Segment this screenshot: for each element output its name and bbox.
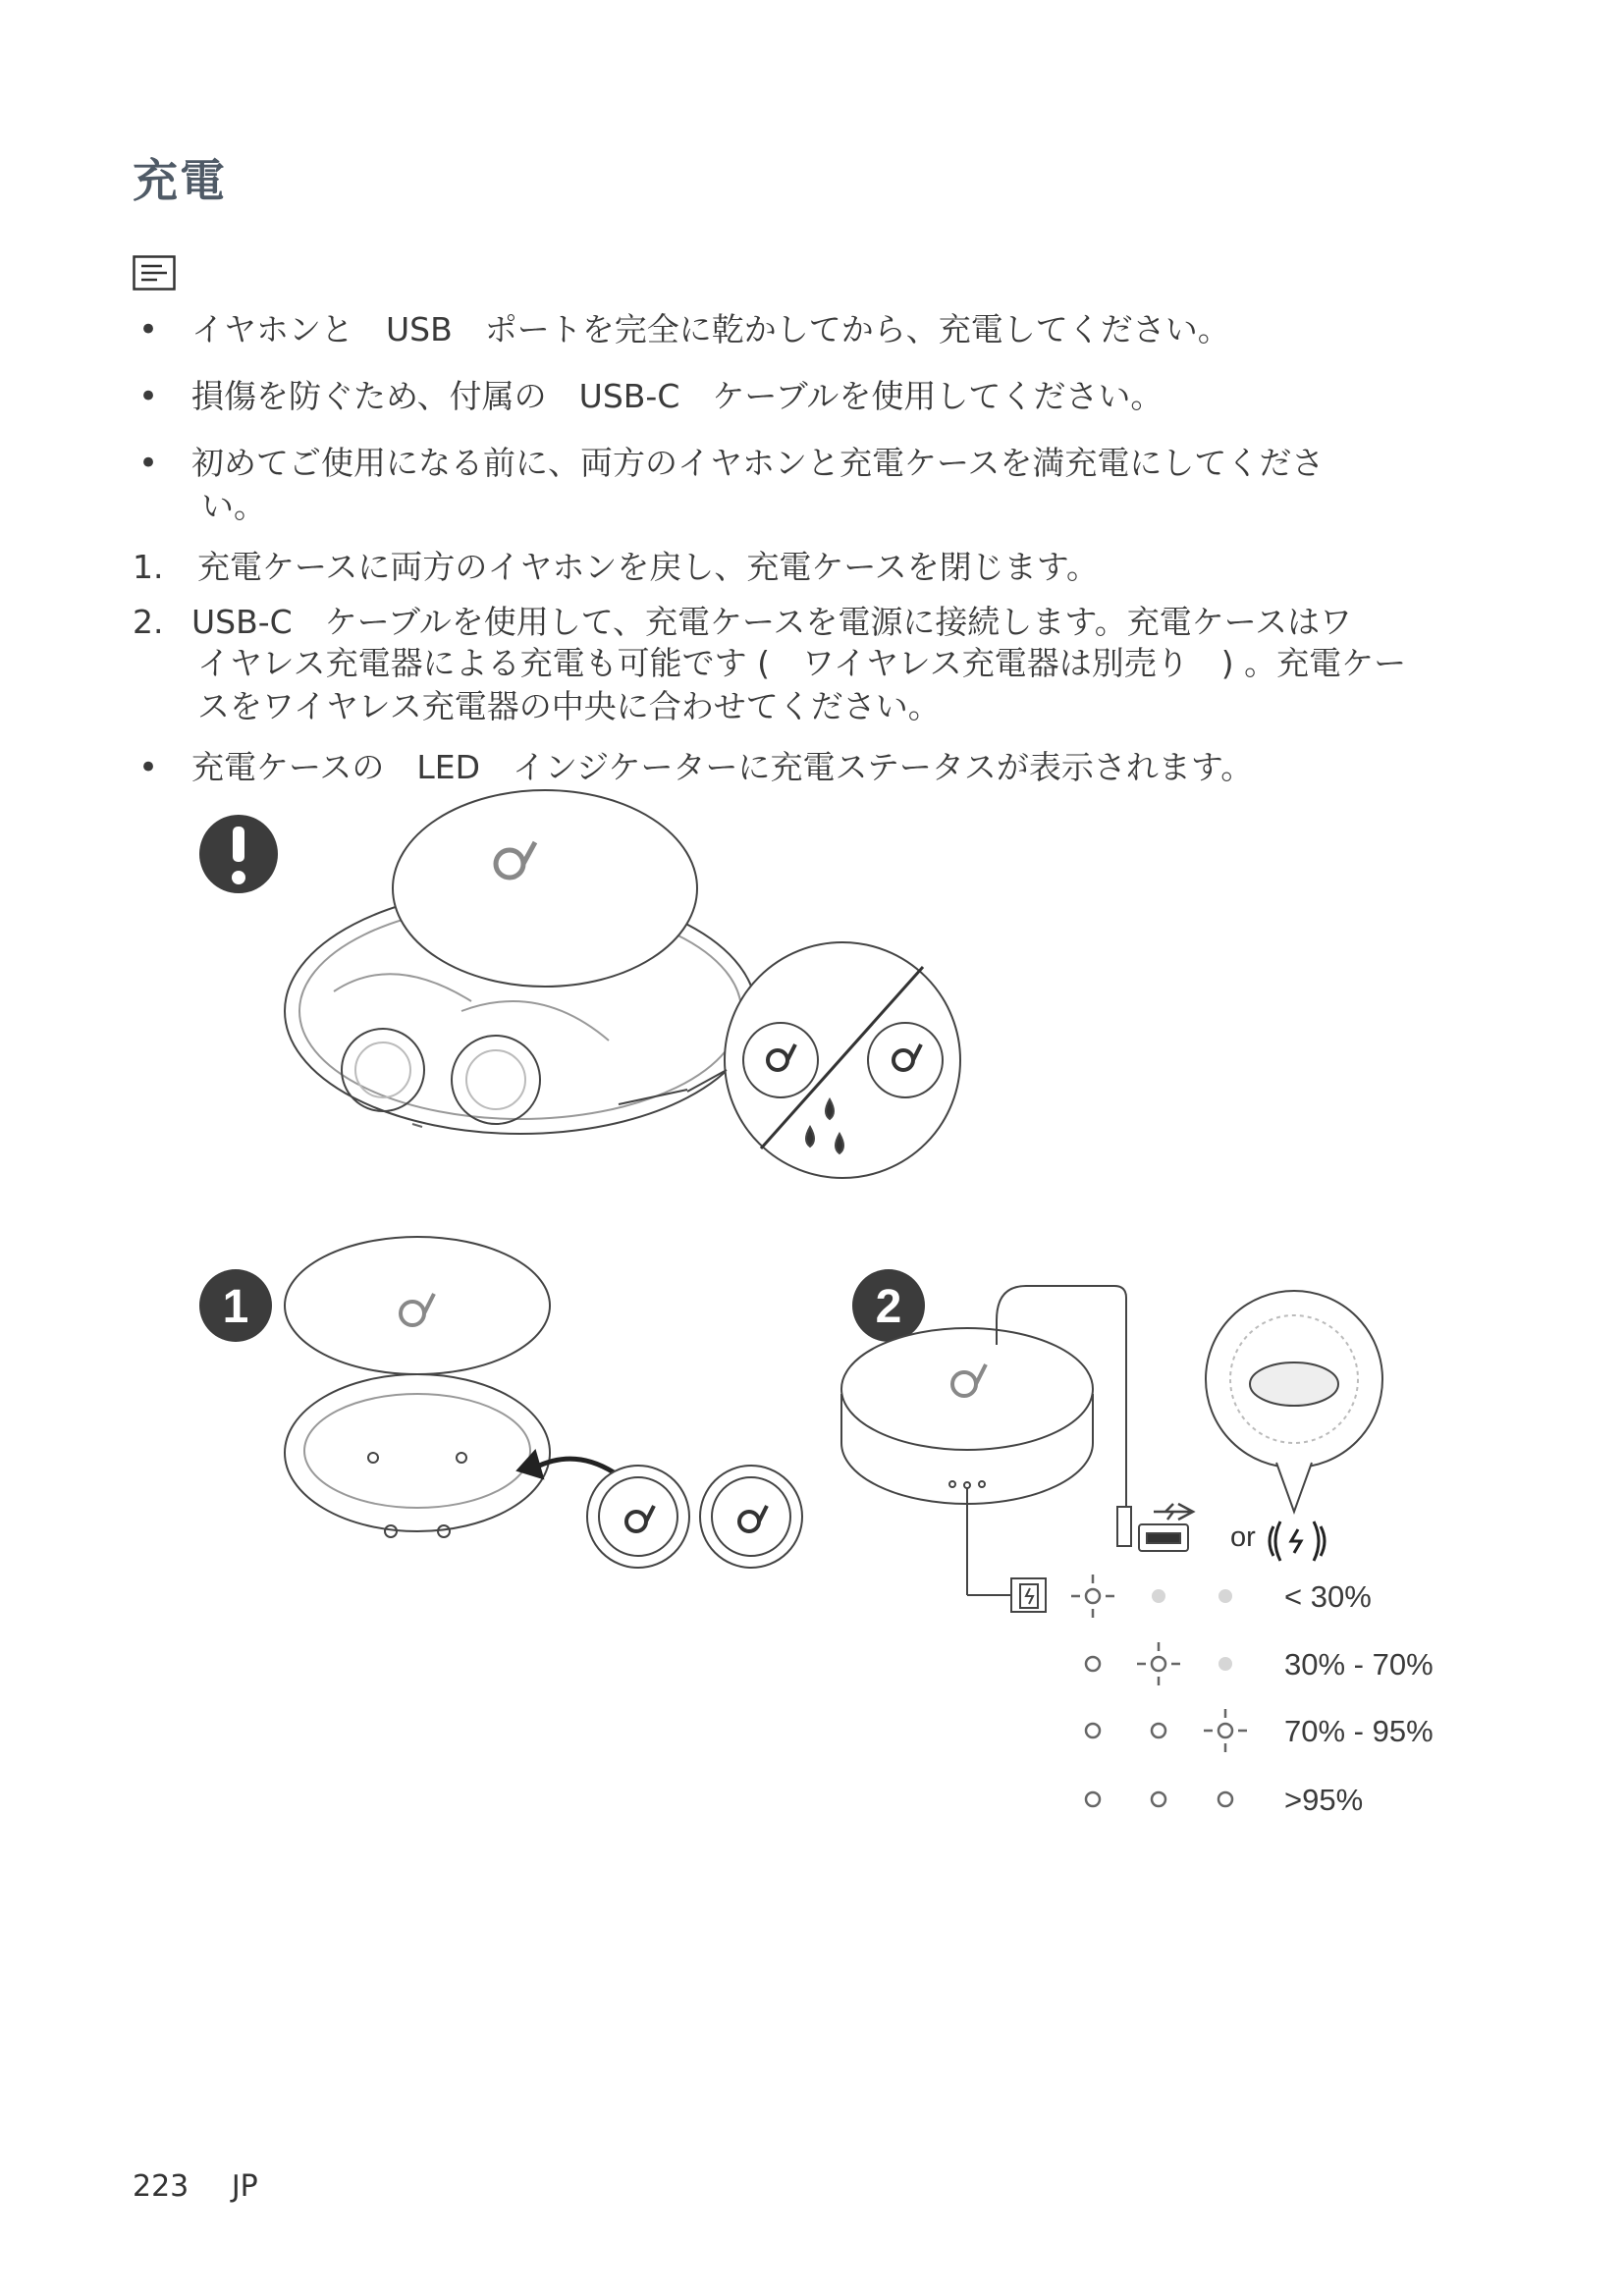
open-charging-case bbox=[285, 790, 756, 1134]
wet-earbuds-callout bbox=[687, 942, 960, 1178]
step-text: USB-C ケーブルを使用して、充電ケースを電源に接続します。充電ケースはワ bbox=[191, 603, 1353, 641]
led-blink bbox=[1152, 1657, 1165, 1671]
led-off bbox=[1152, 1589, 1165, 1603]
step-text: イヤレス充電器による充電も可能です ( ワイヤレス充電器は別売り ) 。充電ケー bbox=[197, 644, 1407, 682]
bullet-symbol: • bbox=[138, 748, 159, 787]
led-on bbox=[1086, 1657, 1100, 1671]
bullet-text: 充電ケースの LED インジケーターに充電ステータスが表示されます。 bbox=[191, 748, 1254, 786]
or-label: or bbox=[1230, 1522, 1256, 1553]
earbuds-pair bbox=[587, 1466, 802, 1568]
page-number: 223 bbox=[133, 2169, 189, 2204]
led-blink bbox=[1086, 1589, 1100, 1603]
bullet-symbol: • bbox=[138, 444, 159, 483]
step-number: 1. bbox=[133, 548, 164, 586]
led-status-table bbox=[1071, 1575, 1434, 1817]
wireless-charger-callout bbox=[1206, 1291, 1382, 1512]
language-code: JP bbox=[231, 2169, 258, 2204]
step-text: スをワイヤレス充電器の中央に合わせてください。 bbox=[197, 687, 941, 725]
step-number: 2. bbox=[133, 603, 164, 641]
usb-icon bbox=[1139, 1504, 1193, 1551]
bullet-text: 損傷を防ぐため、付属の USB-C ケーブルを使用してください。 bbox=[191, 377, 1164, 415]
bullet-symbol: • bbox=[138, 310, 159, 349]
led-on bbox=[1086, 1792, 1100, 1806]
led-on bbox=[1218, 1792, 1232, 1806]
step-text: 充電ケースに両方のイヤホンを戻し、充電ケースを閉じます。 bbox=[197, 548, 1100, 586]
warning-icon bbox=[199, 815, 278, 893]
led-off bbox=[1218, 1589, 1232, 1603]
step2-number: 2 bbox=[875, 1281, 902, 1333]
led-status-label: 30% - 70% bbox=[1284, 1647, 1434, 1682]
led-status-label: < 30% bbox=[1284, 1579, 1372, 1614]
led-on bbox=[1086, 1724, 1100, 1737]
closed-case-open-lid bbox=[285, 1237, 614, 1537]
page-title: 充電 bbox=[133, 154, 227, 207]
led-status-label: >95% bbox=[1284, 1783, 1364, 1817]
led-off bbox=[1218, 1657, 1232, 1671]
led-status-label: 70% - 95% bbox=[1284, 1714, 1434, 1748]
led-on bbox=[1152, 1724, 1165, 1737]
battery-charging-icon bbox=[1011, 1578, 1046, 1612]
page-footer bbox=[133, 2169, 292, 2204]
wireless-charging-icon bbox=[1270, 1522, 1325, 1561]
bullet-text: 初めてご使用になる前に、両方のイヤホンと充電ケースを満充電にしてくださ bbox=[191, 444, 1325, 482]
step1-number: 1 bbox=[222, 1281, 249, 1333]
bullet-symbol: • bbox=[138, 377, 159, 416]
led-on bbox=[1152, 1792, 1165, 1806]
bullet-text: い。 bbox=[201, 487, 266, 525]
led-blink bbox=[1218, 1724, 1232, 1737]
bullet-text: イヤホンと USB ポートを完全に乾かしてから、充電してください。 bbox=[191, 310, 1230, 348]
